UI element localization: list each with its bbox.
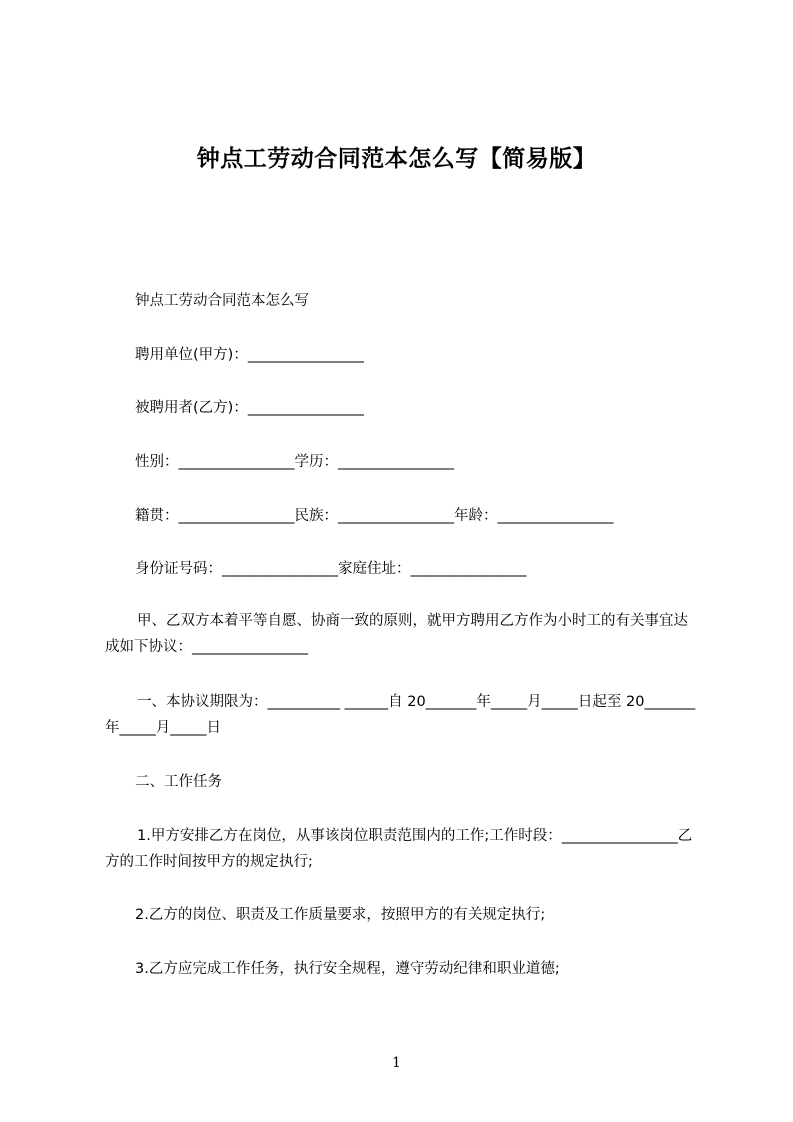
employee-field: 被聘用者(乙方)：________________ — [135, 400, 364, 416]
contract-subtitle: 钟点工劳动合同范本怎么写 — [135, 293, 309, 309]
gender-education-field: 性别：________________学历：________________ — [135, 454, 454, 470]
section-heading-work-tasks: 二、工作任务 — [135, 774, 222, 790]
agreement-preamble: 甲、乙双方本着平等自愿、协商一致的原则，就甲方聘用乙方作为小时工的有关事宜达成如下协议：________________ — [105, 613, 688, 655]
work-task-item-3: 3.乙方应完成工作任务，执行安全规程，遵守劳动纪律和职业道德; — [135, 961, 560, 977]
agreement-term: 一、本协议期限为：__________ ______自 20_______年_____月_____日起至 20_______年_____月_____日 — [105, 694, 696, 736]
page-number: 1 — [392, 1055, 401, 1071]
origin-ethnicity-age-field: 籍贯：________________民族：________________年龄：________________ — [135, 508, 614, 524]
work-task-item-1: 1.甲方安排乙方在岗位，从事该岗位职责范围内的工作;工作时段：________________乙方的工作时间按甲方的规定执行; — [105, 828, 693, 870]
work-task-item-2: 2.乙方的岗位、职责及工作质量要求，按照甲方的有关规定执行; — [135, 907, 546, 923]
id-address-field: 身份证号码：________________家庭住址：________________ — [135, 561, 527, 577]
document-title: 钟点工劳动合同范本怎么写【简易版】 — [196, 146, 597, 172]
employer-field: 聘用单位(甲方)：________________ — [135, 347, 364, 363]
